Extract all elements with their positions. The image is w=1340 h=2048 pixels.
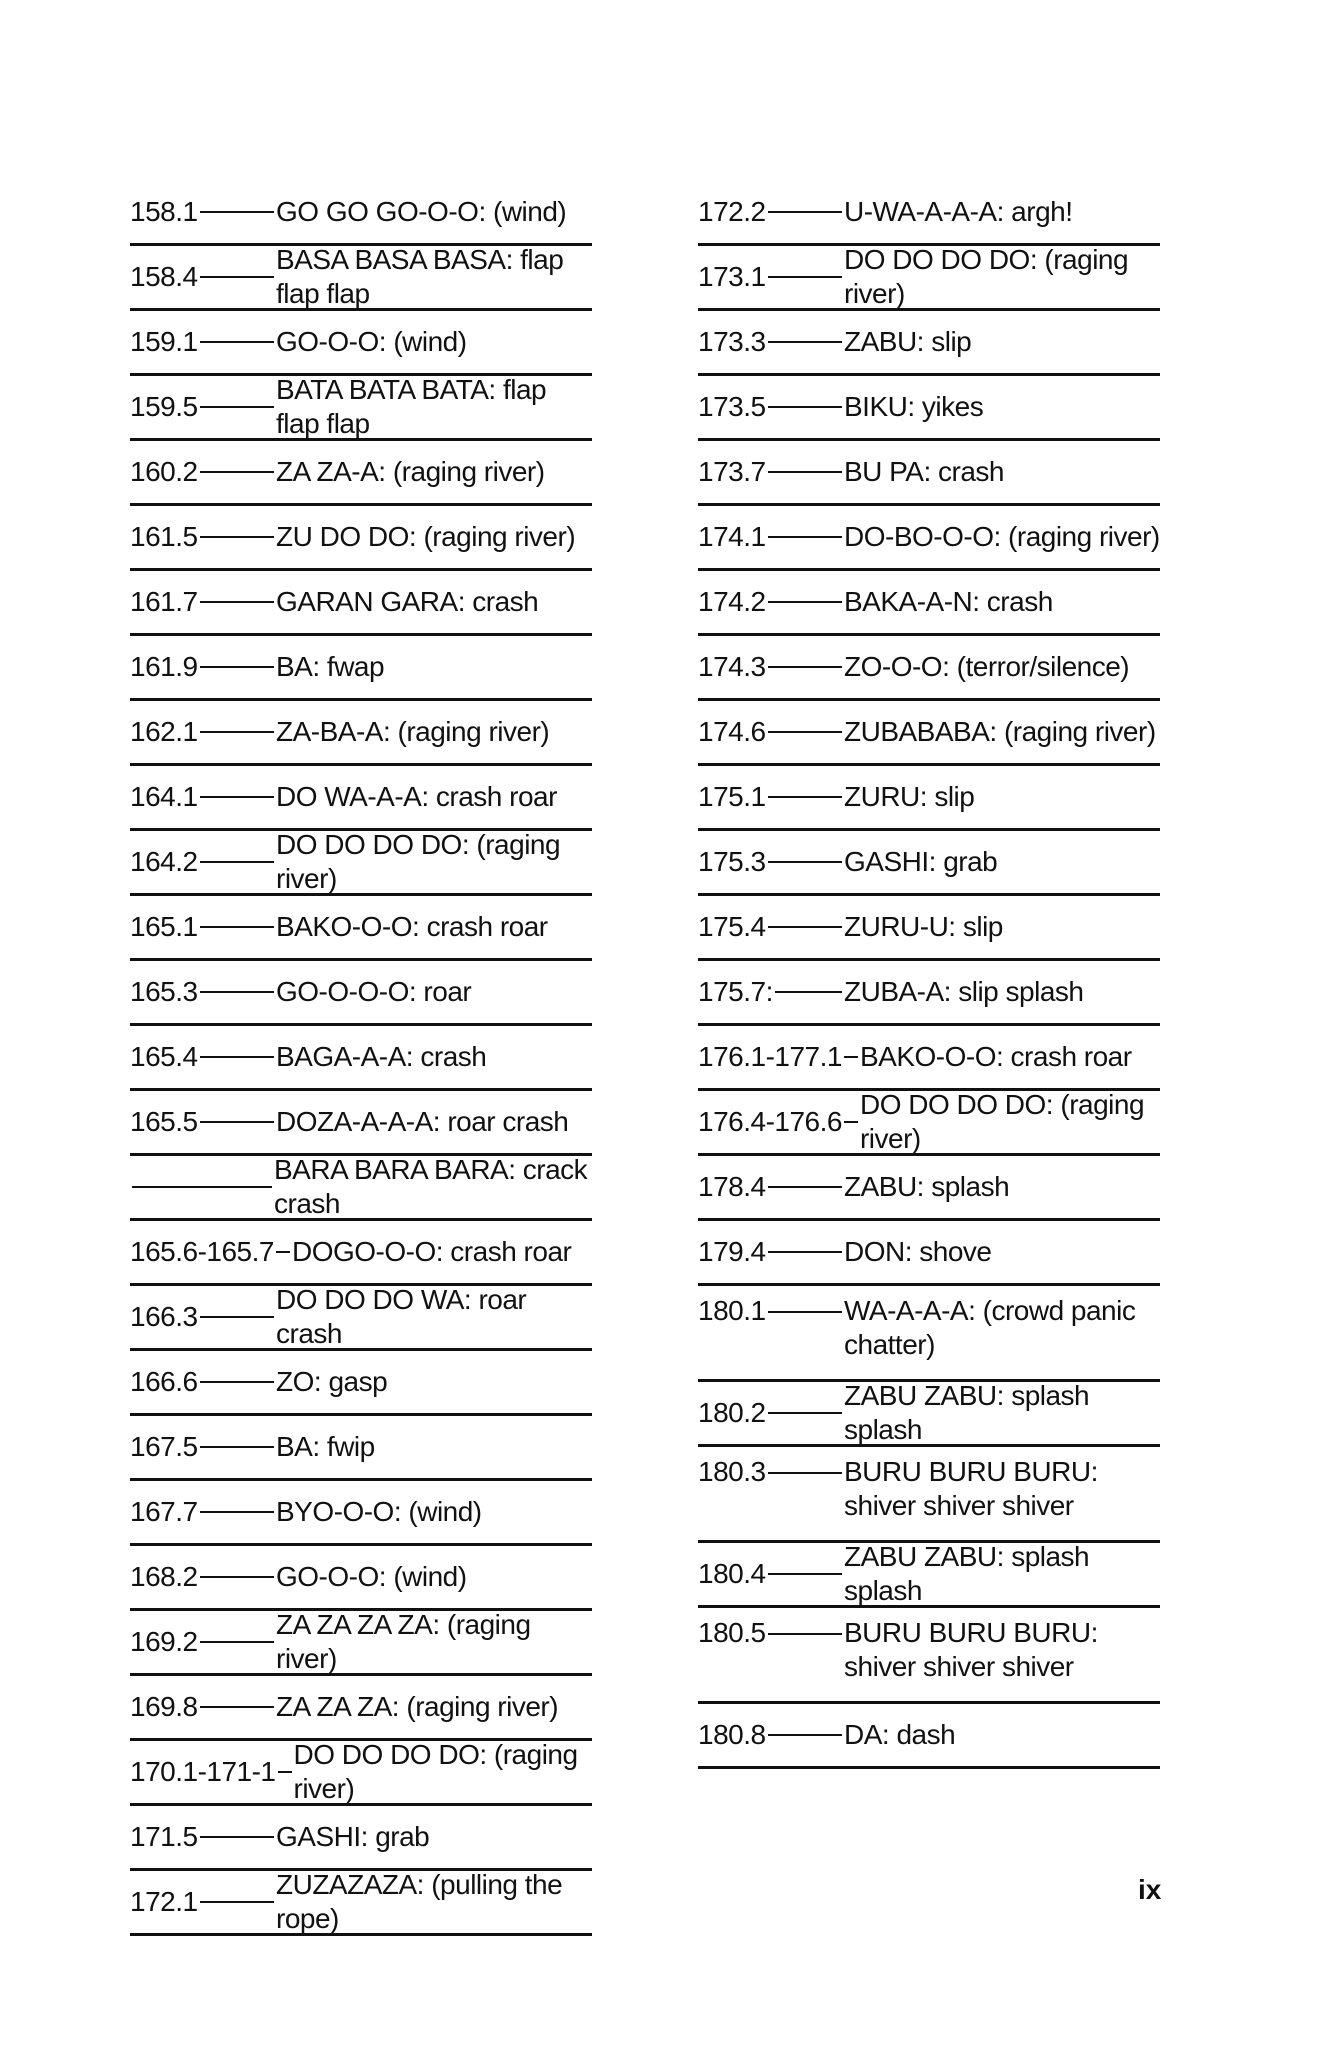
entry-code: 168.2 xyxy=(130,1561,198,1592)
glossary-entry xyxy=(698,1221,1160,1286)
entry-text: DOZA-A-A-A: roar crash xyxy=(276,1106,569,1137)
glossary-entry xyxy=(130,1611,592,1676)
entry-text: ZUZAZAZA: (pulling the rope) xyxy=(276,1869,563,1934)
entry-code: 174.1 xyxy=(698,521,766,552)
leader-line xyxy=(768,1633,842,1635)
entry-text: ZABU: splash xyxy=(844,1171,1010,1202)
entry-code: 180.2 xyxy=(698,1397,766,1428)
entry-text: BASA BASA BASA: flap flap flap xyxy=(276,244,564,309)
glossary-entry xyxy=(698,571,1160,636)
leader-line xyxy=(200,1576,274,1578)
glossary-entry xyxy=(698,1543,1160,1608)
leader-line xyxy=(200,1121,274,1123)
leader-line xyxy=(768,211,842,213)
entry-text: BIKU: yikes xyxy=(844,391,984,422)
entry-text: BAKO-O-O: crash roar xyxy=(859,1041,1132,1072)
glossary-entry xyxy=(130,1741,592,1806)
leader-line xyxy=(768,666,842,668)
entry-text: DO DO DO DO: (raging river) xyxy=(859,1089,1145,1154)
leader-line xyxy=(200,1706,274,1708)
glossary-entry xyxy=(698,831,1160,896)
entry-code: 165.3 xyxy=(130,976,198,1007)
entry-text: WA-A-A-A: (crowd panic chatter) xyxy=(844,1295,1136,1360)
entry-text: ZABU ZABU: splash splash xyxy=(844,1541,1090,1606)
entry-code: 161.9 xyxy=(130,651,198,682)
leader-line xyxy=(200,1641,274,1643)
entry-code: 172.1 xyxy=(130,1886,198,1917)
leader-line xyxy=(768,926,842,928)
entry-text: BURU BURU BURU: shiver shiver shiver xyxy=(844,1456,1098,1521)
entry-text: DOGO-O-O: crash roar xyxy=(291,1236,572,1267)
glossary-entry xyxy=(698,376,1160,441)
entry-text: ZO: gasp xyxy=(276,1366,388,1397)
entry-code: 175.3 xyxy=(698,846,766,877)
leader-line xyxy=(768,341,842,343)
entry-text: BURU BURU BURU: shiver shiver shiver xyxy=(844,1617,1098,1682)
entry-text: ZA ZA-A: (raging river) xyxy=(276,456,545,487)
glossary-entry xyxy=(130,1871,592,1936)
leader-line xyxy=(768,406,842,408)
entry-text: DO DO DO DO: (raging river) xyxy=(293,1739,578,1804)
glossary-entry xyxy=(130,1156,592,1221)
entry-code: 179.4 xyxy=(698,1236,766,1267)
entry-text: ZABU ZABU: splash splash xyxy=(844,1380,1090,1445)
entry-code: 175.7: xyxy=(698,976,773,1007)
entry-text: ZU DO DO: (raging river) xyxy=(276,521,576,552)
entry-code: 173.3 xyxy=(698,326,766,357)
glossary-entry xyxy=(130,571,592,636)
entry-text: ZUBA-A: slip splash xyxy=(844,976,1084,1007)
glossary-entry xyxy=(130,1676,592,1741)
entry-code: 162.1 xyxy=(130,716,198,747)
glossary-entry xyxy=(130,1481,592,1546)
entry-text: ZURU: slip xyxy=(844,781,975,812)
leader-line xyxy=(200,406,274,408)
entry-text: ZUBABABA: (raging river) xyxy=(844,716,1156,747)
leader-line xyxy=(768,1573,842,1575)
entry-code: 169.8 xyxy=(130,1691,198,1722)
entry-text: DON: shove xyxy=(844,1236,992,1267)
entry-text: BYO-O-O: (wind) xyxy=(276,1496,482,1527)
entry-text: GO-O-O-O: roar xyxy=(276,976,472,1007)
entry-code: 169.2 xyxy=(130,1626,198,1657)
entry-code: 165.4 xyxy=(130,1041,198,1072)
entry-text: BATA BATA BATA: flap flap flap xyxy=(276,374,547,439)
entry-code: 158.4 xyxy=(130,261,198,292)
glossary-entry xyxy=(698,311,1160,376)
entry-code: 165.5 xyxy=(130,1106,198,1137)
entry-text: BA: fwap xyxy=(276,651,385,682)
glossary-entry xyxy=(130,1806,592,1871)
entry-code: 174.2 xyxy=(698,586,766,617)
leader-line xyxy=(200,926,274,928)
entry-text: GASHI: grab xyxy=(844,846,998,877)
entry-code: 176.4-176.6 xyxy=(698,1106,842,1137)
entry-code: 172.2 xyxy=(698,196,766,227)
entry-code: 166.3 xyxy=(130,1301,198,1332)
glossary-entry xyxy=(698,1091,1160,1156)
entry-code: 160.2 xyxy=(130,456,198,487)
entry-code: 167.7 xyxy=(130,1496,198,1527)
leader-line xyxy=(768,731,842,733)
entry-code: 158.1 xyxy=(130,196,198,227)
leader-line xyxy=(768,1311,842,1313)
leader-line xyxy=(768,1412,842,1414)
entry-code: 167.5 xyxy=(130,1431,198,1462)
entry-text: GO-O-O: (wind) xyxy=(276,326,467,357)
entry-text: ZABU: slip xyxy=(844,326,972,357)
leader-line xyxy=(200,731,274,733)
glossary-entry xyxy=(130,1286,592,1351)
glossary-entry xyxy=(130,1221,592,1286)
glossary-entry xyxy=(698,1608,1160,1704)
glossary-entry xyxy=(698,896,1160,961)
glossary-entry xyxy=(698,1447,1160,1543)
entry-text: GARAN GARA: crash xyxy=(276,586,539,617)
glossary-entry xyxy=(698,1156,1160,1221)
leader-line xyxy=(200,666,274,668)
leader-line xyxy=(276,1251,290,1253)
entry-code: 174.3 xyxy=(698,651,766,682)
entry-text: BAKO-O-O: crash roar xyxy=(276,911,548,942)
leader-line xyxy=(768,1251,842,1253)
glossary-entry xyxy=(130,441,592,506)
entry-text: DO WA-A-A: crash roar xyxy=(276,781,557,812)
entry-code: 164.2 xyxy=(130,846,198,877)
glossary-entry xyxy=(130,896,592,961)
leader-line xyxy=(200,1316,274,1318)
glossary-column-right xyxy=(698,181,1160,1769)
leader-line xyxy=(200,1901,274,1903)
entry-text: DO DO DO DO: (raging river) xyxy=(276,829,561,894)
glossary-entry xyxy=(698,1286,1160,1382)
glossary-entry xyxy=(130,1351,592,1416)
entry-text: BAGA-A-A: crash xyxy=(276,1041,487,1072)
glossary-entry xyxy=(130,376,592,441)
leader-line xyxy=(200,1056,274,1058)
glossary-entry xyxy=(130,506,592,571)
entry-text: DO-BO-O-O: (raging river) xyxy=(844,521,1160,552)
glossary-entry xyxy=(130,311,592,376)
glossary-entry xyxy=(698,636,1160,701)
entry-code: 165.1 xyxy=(130,911,198,942)
leader-line xyxy=(768,796,842,798)
glossary-entry xyxy=(130,1026,592,1091)
glossary-entry xyxy=(698,701,1160,766)
leader-line xyxy=(768,276,842,278)
leader-line xyxy=(768,1734,842,1736)
leader-line xyxy=(200,211,274,213)
entry-code: 173.1 xyxy=(698,261,766,292)
glossary-entry xyxy=(698,1704,1160,1769)
leader-line xyxy=(200,796,274,798)
leader-line xyxy=(278,1771,292,1773)
leader-line xyxy=(200,991,274,993)
entry-code: 180.3 xyxy=(698,1456,766,1487)
leader-line xyxy=(775,991,842,993)
entry-text: DA: dash xyxy=(844,1719,956,1750)
entry-code: 161.7 xyxy=(130,586,198,617)
entry-code: 175.1 xyxy=(698,781,766,812)
glossary-entry xyxy=(698,766,1160,831)
glossary-entry xyxy=(130,1546,592,1611)
entry-text: BARA BARA BARA: crack crash xyxy=(274,1154,588,1219)
leader-line xyxy=(200,536,274,538)
entry-text: BAKA-A-N: crash xyxy=(844,586,1053,617)
leader-line xyxy=(200,601,274,603)
glossary-entry xyxy=(698,441,1160,506)
glossary-entry xyxy=(698,1382,1160,1447)
entry-code: 173.7 xyxy=(698,456,766,487)
glossary-column-left xyxy=(130,181,592,1936)
entry-text: ZO-O-O: (terror/silence) xyxy=(844,651,1130,682)
entry-code: 171.5 xyxy=(130,1821,198,1852)
entry-code: 180.5 xyxy=(698,1617,766,1648)
leader-line xyxy=(768,861,842,863)
entry-text: GO-O-O: (wind) xyxy=(276,1561,467,1592)
glossary-entry xyxy=(698,181,1160,246)
entry-text: DO DO DO DO: (raging river) xyxy=(844,244,1129,309)
entry-code: 159.5 xyxy=(130,391,198,422)
entry-code: 173.5 xyxy=(698,391,766,422)
glossary-entry xyxy=(698,246,1160,311)
entry-code: 180.4 xyxy=(698,1558,766,1589)
entry-text: BU PA: crash xyxy=(844,456,1004,487)
entry-text: GASHI: grab xyxy=(276,1821,430,1852)
leader-line xyxy=(200,1836,274,1838)
glossary-entry xyxy=(698,506,1160,571)
leader-line xyxy=(844,1121,858,1123)
entry-text: DO DO DO WA: roar crash xyxy=(276,1284,527,1349)
leader-line xyxy=(200,471,274,473)
entry-code: 164.1 xyxy=(130,781,198,812)
entry-code: 166.6 xyxy=(130,1366,198,1397)
entry-text: ZA ZA ZA: (raging river) xyxy=(276,1691,559,1722)
leader-line xyxy=(844,1056,858,1058)
glossary-entry xyxy=(130,831,592,896)
leader-line xyxy=(768,471,842,473)
leader-line xyxy=(200,276,274,278)
glossary-entry xyxy=(130,1416,592,1481)
glossary-entry xyxy=(130,636,592,701)
leader-line xyxy=(768,536,842,538)
glossary-entry xyxy=(130,246,592,311)
leader-line xyxy=(768,1186,842,1188)
leader-line xyxy=(200,861,274,863)
entry-code: 180.1 xyxy=(698,1295,766,1326)
leader-line xyxy=(200,1446,274,1448)
page-number: ix xyxy=(1138,1874,1162,1905)
entry-code: 170.1-171-1 xyxy=(130,1756,276,1787)
leader-line xyxy=(132,1186,272,1188)
leader-line xyxy=(200,341,274,343)
entry-text: ZA-BA-A: (raging river) xyxy=(276,716,550,747)
glossary-entry xyxy=(130,181,592,246)
glossary-entry xyxy=(130,766,592,831)
entry-code: 165.6-165.7 xyxy=(130,1236,274,1267)
leader-line xyxy=(768,601,842,603)
glossary-entry xyxy=(698,961,1160,1026)
entry-text: ZA ZA ZA ZA: (raging river) xyxy=(276,1609,531,1674)
glossary-entry xyxy=(698,1026,1160,1091)
entry-code: 174.6 xyxy=(698,716,766,747)
entry-code: 176.1-177.1 xyxy=(698,1041,842,1072)
entry-text: ZURU-U: slip xyxy=(844,911,1003,942)
entry-code: 180.8 xyxy=(698,1719,766,1750)
entry-code: 161.5 xyxy=(130,521,198,552)
entry-text: GO GO GO-O-O: (wind) xyxy=(276,196,567,227)
glossary-entry xyxy=(130,701,592,766)
entry-text: BA: fwip xyxy=(276,1431,375,1462)
leader-line xyxy=(768,1472,842,1474)
entry-code: 159.1 xyxy=(130,326,198,357)
leader-line xyxy=(200,1381,274,1383)
entry-text: U-WA-A-A-A: argh! xyxy=(844,196,1073,227)
glossary-entry xyxy=(130,1091,592,1156)
entry-code: 178.4 xyxy=(698,1171,766,1202)
glossary-entry xyxy=(130,961,592,1026)
entry-code: 175.4 xyxy=(698,911,766,942)
leader-line xyxy=(200,1511,274,1513)
